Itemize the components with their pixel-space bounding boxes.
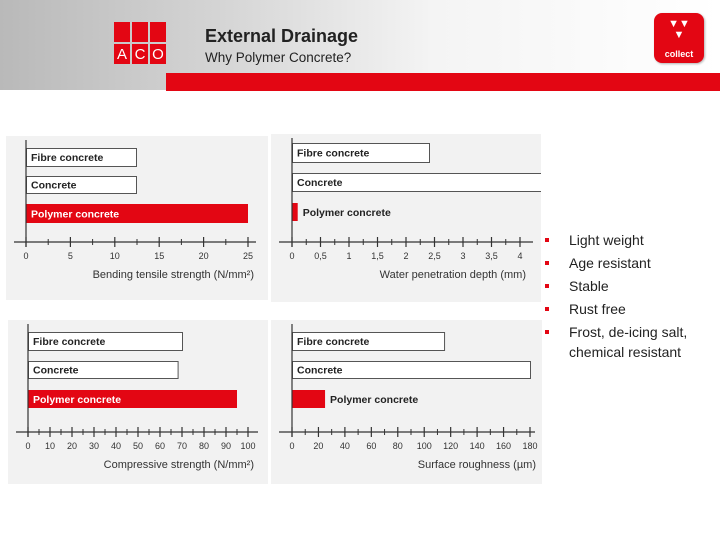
chart-panel-compressive [8,320,268,484]
bar-label: Concrete [297,177,343,189]
x-tick-label: 0,5 [314,251,327,261]
bullet-icon [545,330,549,334]
page-subtitle: Why Polymer Concrete? [205,50,352,65]
list-item [545,276,705,296]
bar-label: Concrete [297,364,343,377]
chart-roughness [271,320,542,484]
x-tick-label: 10 [44,441,56,451]
bar-label: Polymer concrete [31,208,120,221]
x-axis-label: Compressive strength (N/mm²) [103,459,254,471]
bar-label: Concrete [31,179,77,192]
bullet-text: Frost, de-icing salt, chemical resistant [569,324,688,360]
x-tick-label: 120 [443,441,459,451]
x-axis-label: Water penetration depth (mm) [379,269,526,281]
bar-label: Fibre concrete [33,336,106,348]
chart-bending [6,136,268,300]
x-tick-label: 60 [366,441,377,451]
x-tick-label: 3 [460,251,466,261]
bullet-icon [545,307,549,311]
x-tick-label: 1 [346,251,352,261]
x-tick-label: 10 [109,251,120,261]
x-tick-label: 2,5 [428,251,441,261]
bullet-text: Age resistant [569,255,651,271]
x-tick-label: 40 [339,441,350,451]
x-tick-label: 2 [403,251,409,261]
bullet-text: Stable [569,278,609,294]
x-tick-label: 80 [198,441,210,451]
x-tick-label: 90 [220,441,232,451]
bullet-icon [545,238,549,242]
x-axis-label: Bending tensile strength (N/mm²) [92,269,254,281]
x-tick-label: 20 [198,251,209,261]
x-tick-label: 5 [67,251,73,261]
x-tick-label: 60 [154,441,166,451]
x-tick-label: 0 [289,441,295,451]
bullet-icon [545,261,549,265]
collect-arrows-icon: ▼▼ ▼ [668,18,690,41]
logo-letter: A [114,44,130,64]
bar-label: Polymer concrete [33,394,122,406]
bullet-text: Light weight [569,232,644,248]
bar-label: Fibre concrete [297,147,370,160]
chart-panel-water [271,134,541,302]
x-tick-label: 100 [416,441,432,451]
chart-panel-roughness [271,320,542,484]
list-item [545,299,705,319]
x-tick-label: 50 [132,441,144,451]
x-tick-label: 15 [154,251,165,261]
page-title: External Drainage [205,26,359,46]
x-tick-label: 70 [176,441,188,451]
bullet-icon [545,284,549,288]
chart-compressive [8,320,268,484]
aco-logo [114,22,166,64]
bar-label: Fibre concrete [297,336,370,348]
x-tick-label: 160 [496,441,512,451]
bar-label: Concrete [33,364,79,377]
x-tick-label: 40 [110,441,122,451]
x-tick-label: 0 [23,251,29,261]
logo-letter: O [150,44,166,64]
bar-polymer-concrete [292,390,325,408]
x-tick-label: 1,5 [371,251,384,261]
x-tick-label: 30 [88,441,100,451]
x-tick-label: 180 [522,441,538,451]
x-tick-label: 20 [313,441,324,451]
collect-label: collect [664,49,694,59]
chart-water [271,134,541,302]
x-axis-label: Surface roughness (µm) [417,459,536,471]
bullet-text: Rust free [569,301,626,317]
list-item [545,322,705,362]
logo-letter: C [132,44,148,64]
header-accent-bar [166,73,720,91]
collect-badge[interactable] [654,13,704,63]
bar-label: Polymer concrete [330,394,419,406]
x-tick-label: 100 [240,441,256,451]
x-tick-label: 80 [392,441,403,451]
x-tick-label: 3,5 [485,251,498,261]
bar-polymer-concrete [292,203,298,221]
bar-label: Polymer concrete [302,207,391,219]
list-item [545,253,705,273]
chart-panel-bending [6,136,268,300]
x-tick-label: 0 [25,441,31,451]
benefits-list [545,230,705,365]
list-item [545,230,705,250]
bar-label: Fibre concrete [31,152,104,164]
x-tick-label: 140 [469,441,485,451]
x-tick-label: 20 [66,441,78,451]
x-tick-label: 0 [289,251,295,261]
x-tick-label: 25 [242,251,254,261]
x-tick-label: 4 [517,251,523,261]
